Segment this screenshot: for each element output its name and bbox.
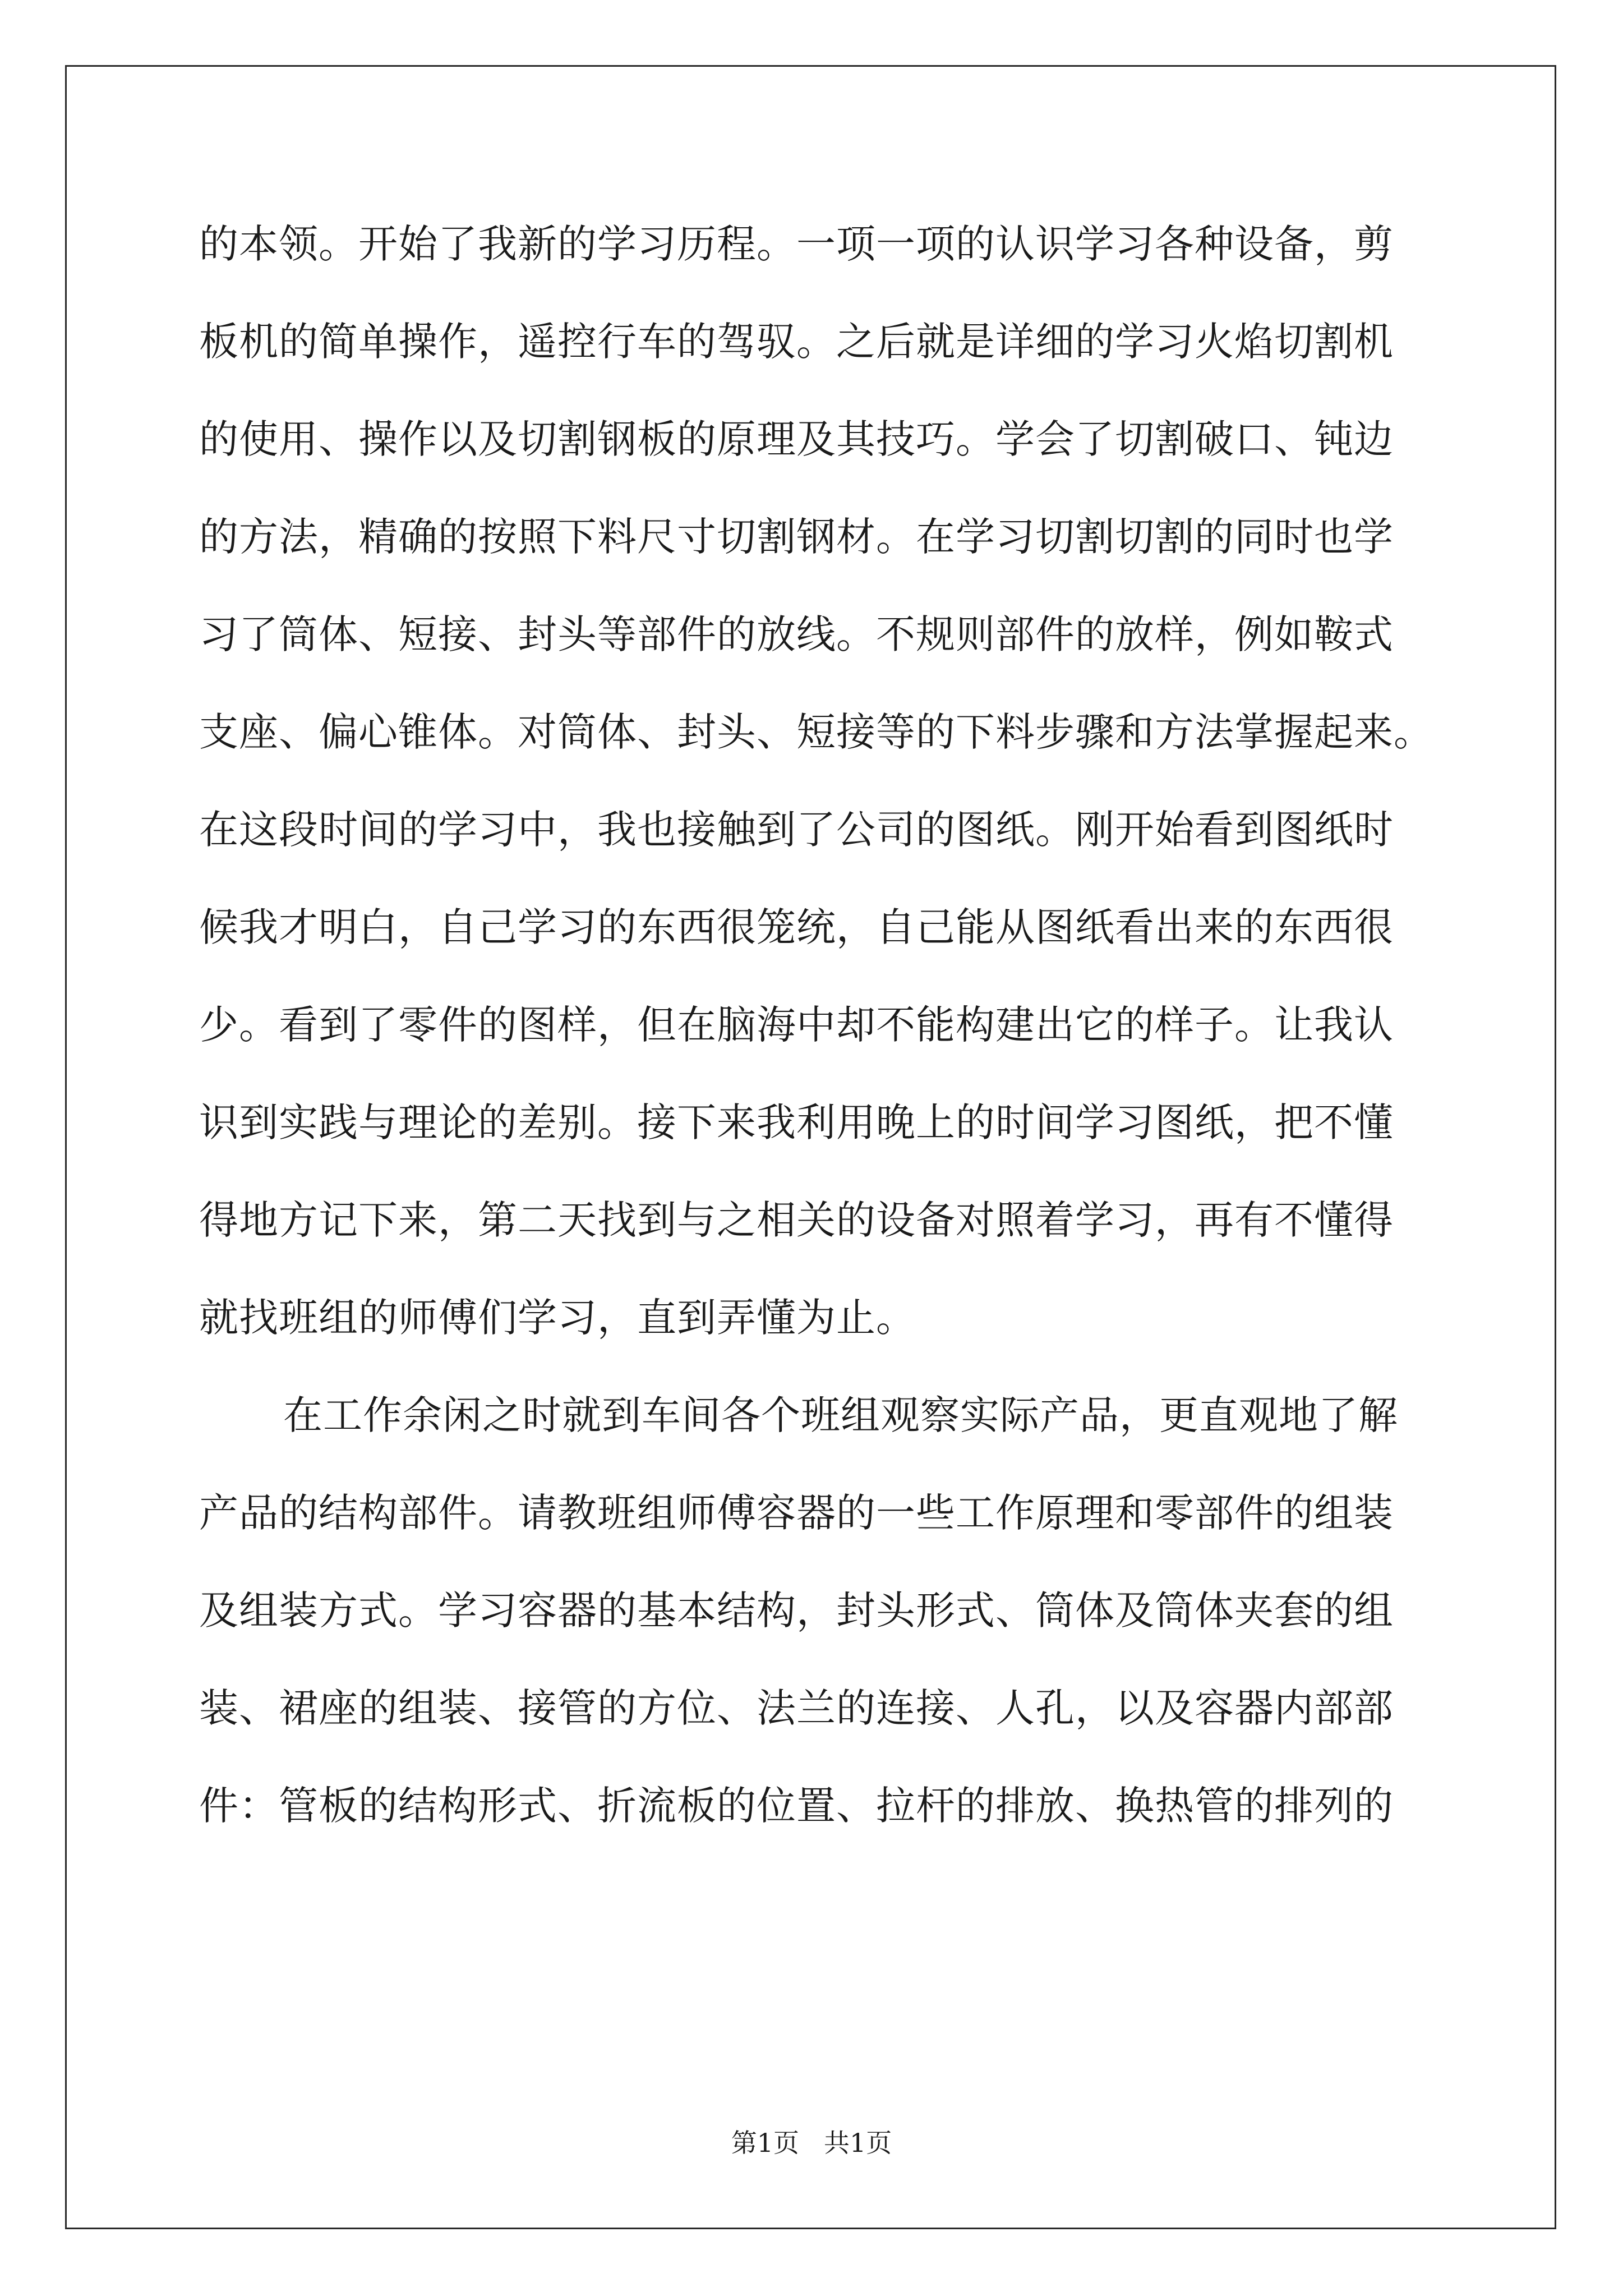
text-line: 支座、偏心锥体。对筒体、封头、短接等的下料步骤和方法掌握起来。 [199, 709, 1433, 755]
page-total: 共1页 [824, 2128, 892, 2158]
text-line: 装、裙座的组装、接管的方位、法兰的连接、人孔，以及容器内部部 [199, 1685, 1394, 1731]
text-line: 板机的简单操作，遥控行车的驾驭。之后就是详细的学习火焰切割机 [199, 319, 1394, 365]
text-line: 识到实践与理论的差别。接下来我利用晚上的时间学习图纸，把不懂 [199, 1099, 1394, 1145]
page-number: 第1页 [731, 2128, 799, 2158]
text-line: 候我才明白，自己学习的东西很笼统，自己能从图纸看出来的东西很 [199, 904, 1394, 950]
text-line: 及组装方式。学习容器的基本结构，封头形式、筒体及筒体夹套的组 [199, 1588, 1394, 1634]
text-line: 的方法，精确的按照下料尺寸切割钢材。在学习切割切割的同时也学 [199, 514, 1394, 560]
text-line: 件：管板的结构形式、折流板的位置、拉杆的排放、换热管的排列的 [199, 1783, 1394, 1829]
text-line: 少。看到了零件的图样，但在脑海中却不能构建出它的样子。让我认 [199, 1002, 1394, 1048]
paragraph-first-line: 在工作余闲之时就到车间各个班组观察实际产品，更直观地了解 [283, 1392, 1398, 1438]
text-line: 习了筒体、短接、封头等部件的放线。不规则部件的放样，例如鞍式 [199, 611, 1394, 657]
page-footer [0, 2126, 1623, 2160]
text-line: 在这段时间的学习中，我也接触到了公司的图纸。刚开始看到图纸时 [199, 807, 1394, 853]
text-line: 的本领。开始了我新的学习历程。一项一项的认识学习各种设备，剪 [199, 221, 1394, 267]
text-line: 的使用、操作以及切割钢板的原理及其技巧。学会了切割破口、钝边 [199, 416, 1394, 462]
text-line: 产品的结构部件。请教班组师傅容器的一些工作原理和零部件的组装 [199, 1490, 1394, 1536]
text-line: 得地方记下来，第二天找到与之相关的设备对照着学习，再有不懂得 [199, 1197, 1394, 1243]
text-line: 就找班组的师傅们学习，直到弄懂为止。 [199, 1295, 916, 1341]
